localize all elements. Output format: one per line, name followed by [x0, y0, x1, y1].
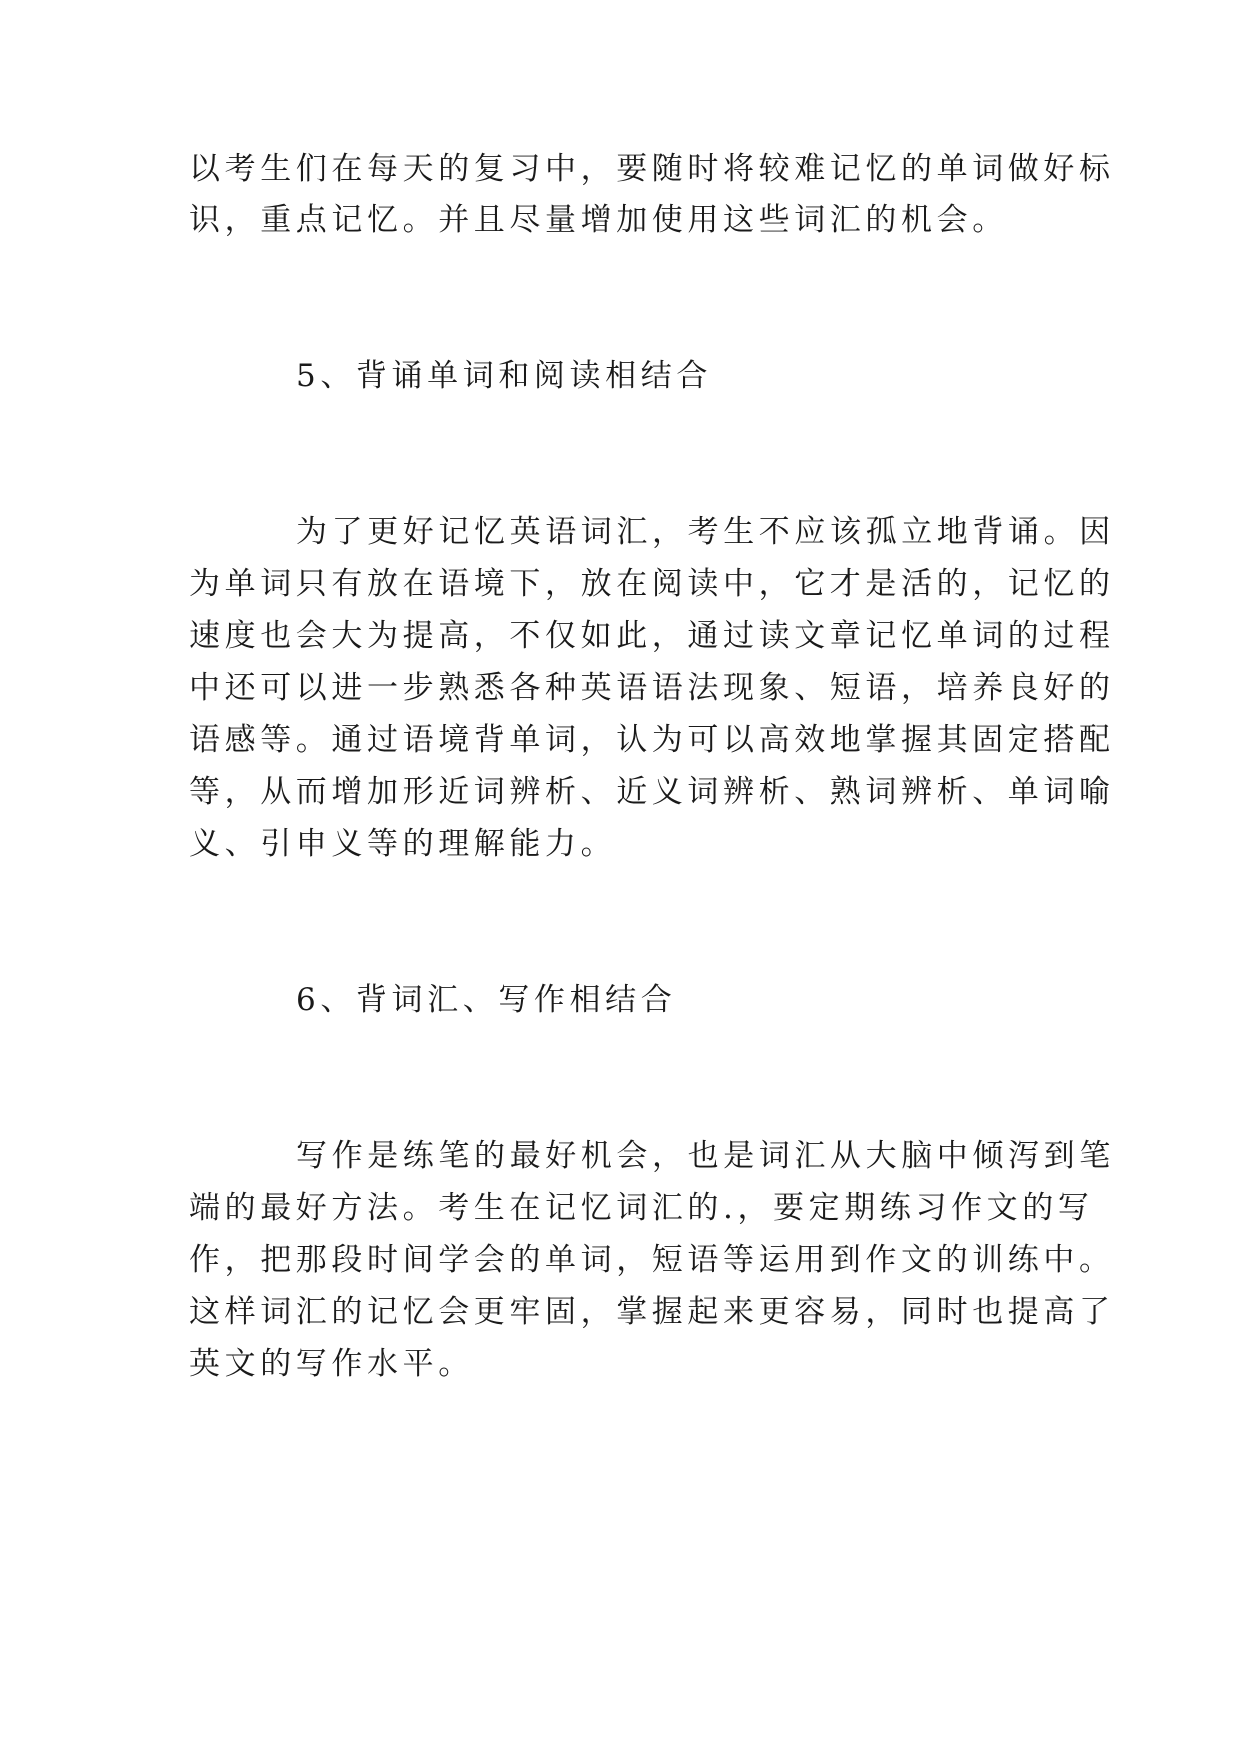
paragraph-line: 端的最好方法。考生在记忆词汇的.，要定期练习作文的写 — [189, 1190, 1094, 1226]
paragraph-line: 义、引申义等的理解能力。 — [189, 826, 617, 862]
paragraph-line: 语感等。通过语境背单词，认为可以高效地掌握其固定搭配 — [189, 722, 1115, 758]
paragraph-line: 识，重点记忆。并且尽量增加使用这些词汇的机会。 — [189, 202, 1008, 238]
paragraph-line: 等，从而增加形近词辨析、近义词辨析、熟词辨析、单词喻 — [189, 774, 1115, 810]
section-heading-5: 5、背诵单词和阅读相结合 — [296, 358, 712, 394]
paragraph-line: 以考生们在每天的复习中，要随时将较难记忆的单词做好标 — [189, 151, 1115, 187]
paragraph-line: 为单词只有放在语境下，放在阅读中，它才是活的，记忆的 — [189, 566, 1115, 602]
paragraph-line: 为了更好记忆英语词汇，考生不应该孤立地背诵。因 — [296, 514, 1115, 550]
paragraph-line: 速度也会大为提高，不仅如此，通过读文章记忆单词的过程 — [189, 618, 1115, 654]
paragraph-line: 这样词汇的记忆会更牢固，掌握起来更容易，同时也提高了 — [189, 1294, 1115, 1330]
paragraph-line: 中还可以进一步熟悉各种英语语法现象、短语，培养良好的 — [189, 670, 1115, 706]
section-heading-6: 6、背词汇、写作相结合 — [296, 982, 677, 1018]
paragraph-line: 英文的写作水平。 — [189, 1346, 474, 1382]
paragraph-line: 写作是练笔的最好机会，也是词汇从大脑中倾泻到笔 — [296, 1138, 1115, 1174]
paragraph-line: 作，把那段时间学会的单词，短语等运用到作文的训练中。 — [189, 1242, 1115, 1278]
